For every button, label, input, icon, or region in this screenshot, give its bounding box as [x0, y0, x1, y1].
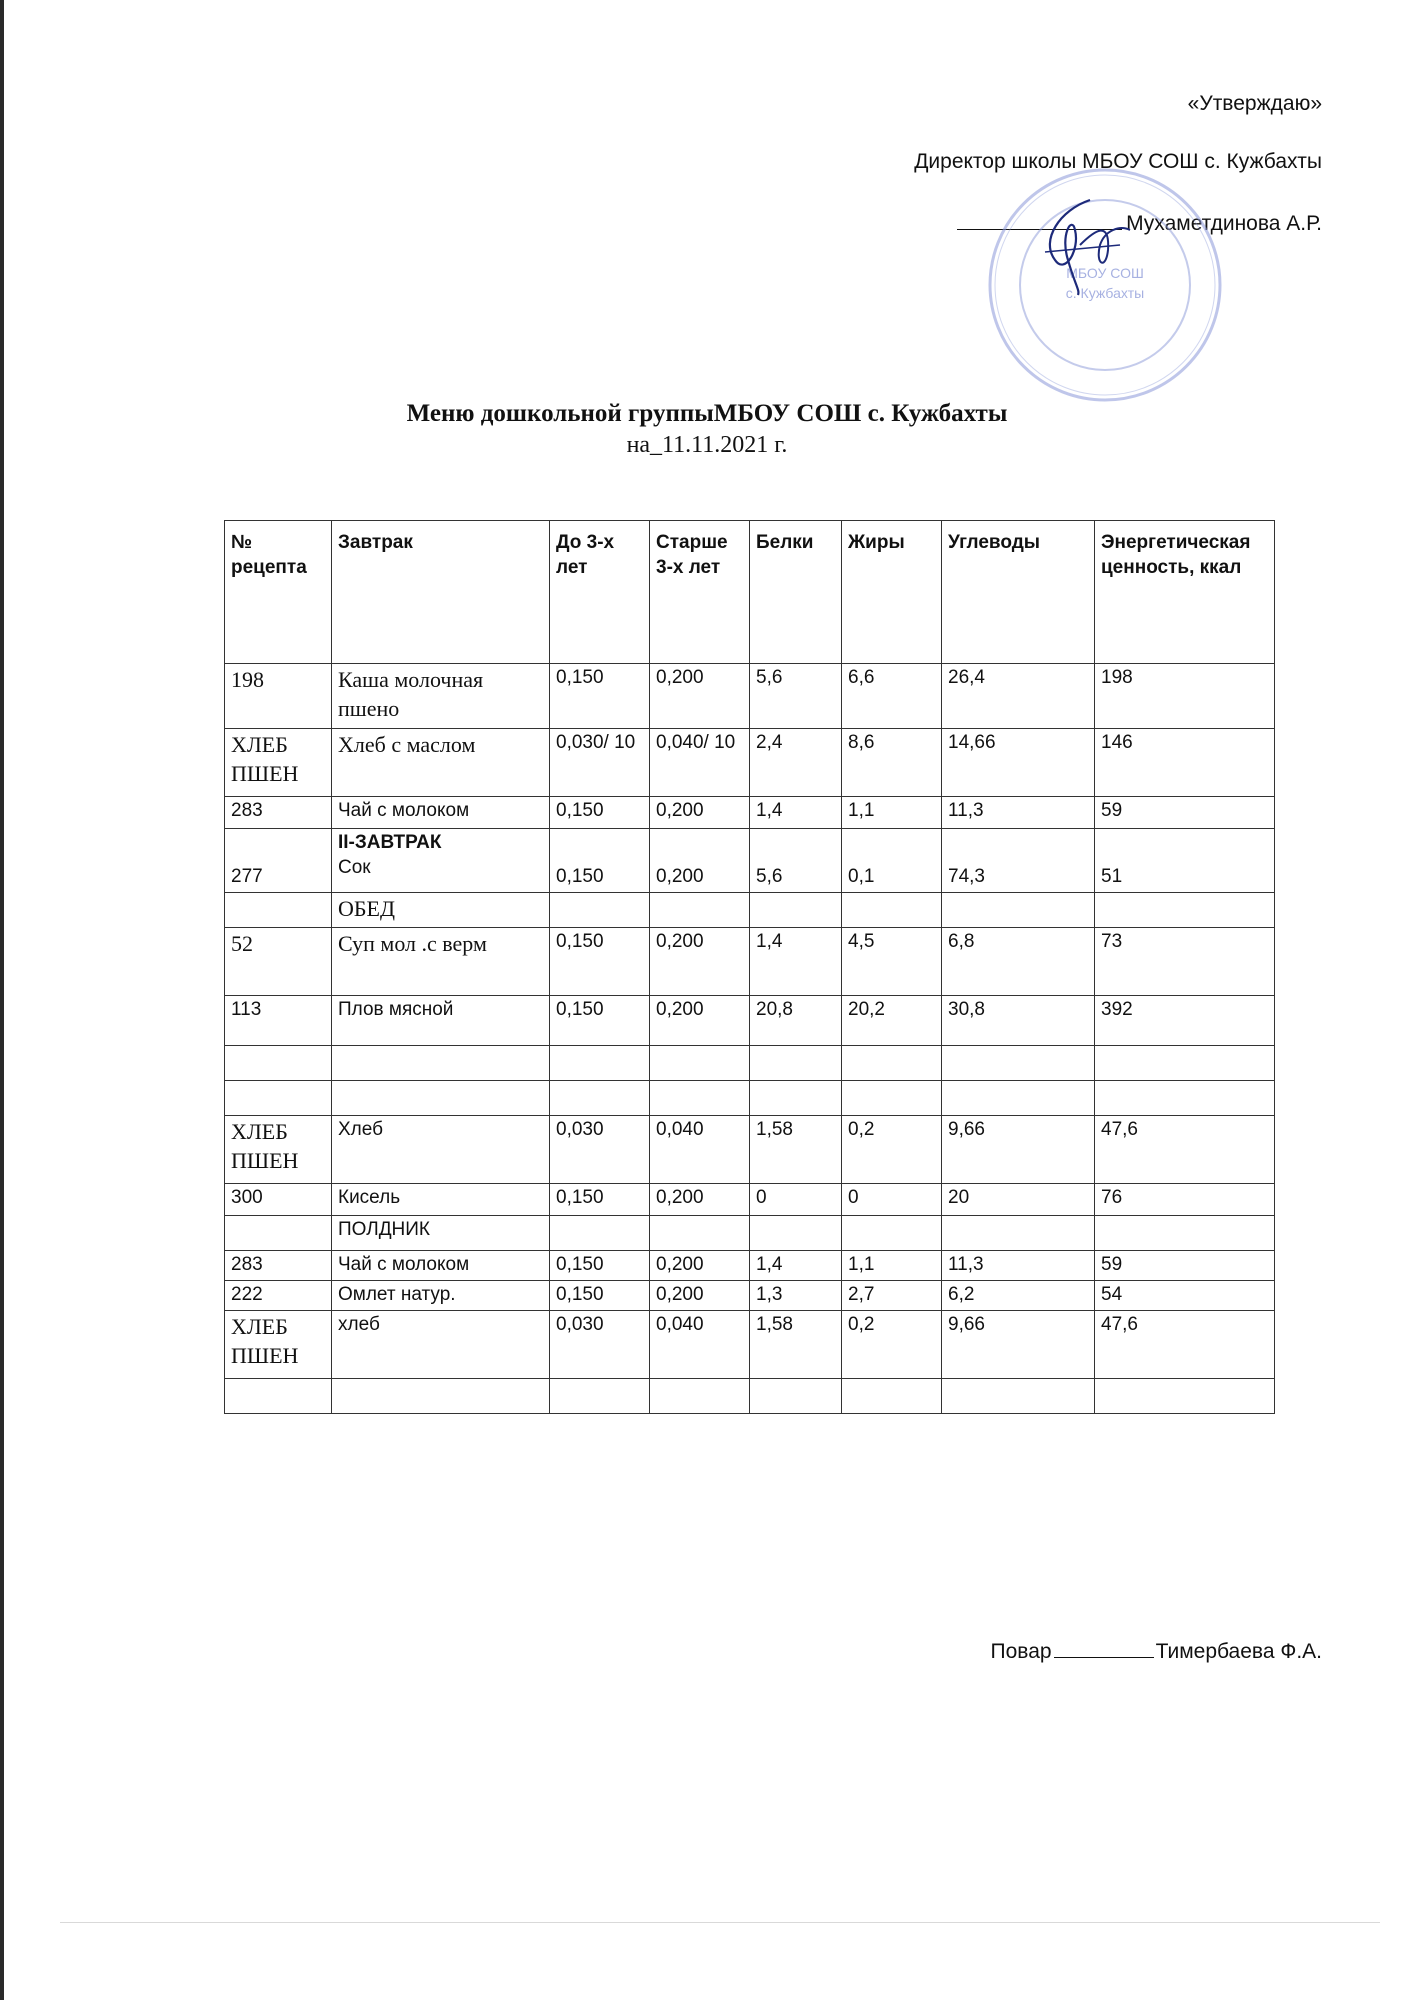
cell-protein: 1,58	[750, 1116, 842, 1184]
table-row	[225, 1281, 1275, 1311]
cell-recipe: ХЛЕБ ПШЕН	[225, 1116, 332, 1184]
empty-cell	[650, 893, 750, 928]
cell-under3: 0,150	[550, 1281, 650, 1311]
cell-under3: 0,150	[550, 1251, 650, 1281]
cell-over3: 0,200	[650, 996, 750, 1046]
cell-dish: Кисель	[332, 1184, 550, 1216]
header-over3: Старше 3-х лет	[650, 521, 750, 664]
table-row	[225, 1311, 1275, 1379]
cell-carbs: 9,66	[942, 1311, 1095, 1379]
cook-signature-line	[991, 1640, 1322, 1664]
cell-over3: 0,200	[650, 1184, 750, 1216]
cell-kcal: 59	[1095, 797, 1275, 829]
table-row	[225, 729, 1275, 797]
cell-kcal: 76	[1095, 1184, 1275, 1216]
cell-dish: Хлеб	[332, 1116, 550, 1184]
table-header-row	[225, 521, 1275, 664]
empty-cell	[750, 893, 842, 928]
empty-cell	[842, 893, 942, 928]
cell-under3: 0,030/ 10	[550, 729, 650, 797]
cell-fat: 20,2	[842, 996, 942, 1046]
cell-under3: 0,150	[550, 664, 650, 729]
menu-date: на_11.11.2021 г.	[626, 432, 788, 458]
cell-dish-section	[332, 829, 550, 893]
empty-cell	[225, 1379, 332, 1414]
scan-edge	[0, 0, 4, 2000]
section-row	[225, 1216, 1275, 1251]
cell-carbs: 11,3	[942, 797, 1095, 829]
cell-dish: Хлеб с маслом	[332, 729, 550, 797]
empty-cell	[1095, 893, 1275, 928]
cell-kcal: 59	[1095, 1251, 1275, 1281]
cell-kcal: 47,6	[1095, 1116, 1275, 1184]
cell-protein: 1,3	[750, 1281, 842, 1311]
empty-cell	[550, 893, 650, 928]
empty-cell	[550, 1046, 650, 1081]
cell-recipe: 283	[225, 1251, 332, 1281]
director-name: Мухаметдинова А.Р.	[1126, 212, 1322, 235]
cell-dish: Суп мол .с верм	[332, 928, 550, 996]
cell-fat: 8,6	[842, 729, 942, 797]
empty-cell	[225, 1046, 332, 1081]
cell-kcal: 47,6	[1095, 1311, 1275, 1379]
empty-cell	[650, 1379, 750, 1414]
cell-over3: 0,200	[650, 797, 750, 829]
cell-protein: 0	[750, 1184, 842, 1216]
table-row	[225, 1116, 1275, 1184]
cell-dish: Омлет натур.	[332, 1281, 550, 1311]
empty-cell	[332, 1081, 550, 1116]
cell-fat: 0	[842, 1184, 942, 1216]
cell-recipe: 300	[225, 1184, 332, 1216]
cell-under3: 0,150	[550, 928, 650, 996]
cell-protein: 1,4	[750, 1251, 842, 1281]
header-carbs: Углеводы	[942, 521, 1095, 664]
empty-row	[225, 1379, 1275, 1414]
cell-kcal: 54	[1095, 1281, 1275, 1311]
cell-fat: 1,1	[842, 797, 942, 829]
table-row	[225, 664, 1275, 729]
empty-cell	[842, 1216, 942, 1251]
cell-fat: 0,2	[842, 1116, 942, 1184]
cell-recipe: ХЛЕБ ПШЕН	[225, 729, 332, 797]
cell-protein: 1,4	[750, 797, 842, 829]
header-recipe: № рецепта	[225, 521, 332, 664]
table-row	[225, 1184, 1275, 1216]
section-row	[225, 893, 1275, 928]
cell-dish: Сок	[338, 856, 371, 878]
cell-recipe: 198	[225, 664, 332, 729]
empty-cell	[225, 1081, 332, 1116]
table-row	[225, 996, 1275, 1046]
cell-dish: Чай с молоком	[332, 797, 550, 829]
cell-under3: 0,150	[550, 829, 650, 893]
cell-carbs: 30,8	[942, 996, 1095, 1046]
cell-fat: 1,1	[842, 1251, 942, 1281]
header-kcal: Энергетическая ценность, ккал	[1095, 521, 1275, 664]
cook-name: Тимербаева Ф.А.	[1155, 1640, 1322, 1663]
empty-cell	[842, 1379, 942, 1414]
cell-over3: 0,200	[650, 664, 750, 729]
cell-recipe: 52	[225, 928, 332, 996]
cell-fat: 0,2	[842, 1311, 942, 1379]
header-protein: Белки	[750, 521, 842, 664]
cell-fat: 6,6	[842, 664, 942, 729]
cell-carbs: 14,66	[942, 729, 1095, 797]
header-dish: Завтрак	[332, 521, 550, 664]
cell-protein: 5,6	[750, 829, 842, 893]
cell-under3: 0,150	[550, 1184, 650, 1216]
cook-label: Повар	[990, 1640, 1052, 1663]
cell-over3: 0,200	[650, 1251, 750, 1281]
cell-kcal: 392	[1095, 996, 1275, 1046]
cell-kcal: 198	[1095, 664, 1275, 729]
empty-cell	[750, 1216, 842, 1251]
empty-cell	[225, 1216, 332, 1251]
cell-kcal: 51	[1095, 829, 1275, 893]
empty-cell	[650, 1216, 750, 1251]
empty-cell	[650, 1046, 750, 1081]
empty-cell	[750, 1081, 842, 1116]
table-row	[225, 829, 1275, 893]
cell-fat: 2,7	[842, 1281, 942, 1311]
section-label-lunch: ОБЕД	[332, 893, 550, 928]
cell-carbs: 74,3	[942, 829, 1095, 893]
table-row	[225, 928, 1275, 996]
empty-cell	[225, 893, 332, 928]
cell-fat: 4,5	[842, 928, 942, 996]
cell-dish: Чай с молоком	[332, 1251, 550, 1281]
svg-text:с. Кужбахты: с. Кужбахты	[1065, 285, 1145, 301]
cell-under3: 0,030	[550, 1116, 650, 1184]
cell-fat: 0,1	[842, 829, 942, 893]
page-title: Меню дошкольной группыМБОУ СОШ с. Кужбахты	[406, 400, 1008, 427]
cell-under3: 0,030	[550, 1311, 650, 1379]
empty-cell	[550, 1379, 650, 1414]
cell-protein: 5,6	[750, 664, 842, 729]
scan-edge-bottom	[60, 1922, 1380, 1923]
empty-cell	[942, 893, 1095, 928]
cell-kcal: 146	[1095, 729, 1275, 797]
cell-carbs: 26,4	[942, 664, 1095, 729]
empty-cell	[1095, 1216, 1275, 1251]
empty-cell	[650, 1081, 750, 1116]
cell-over3: 0,200	[650, 1281, 750, 1311]
cell-recipe: 222	[225, 1281, 332, 1311]
empty-cell	[942, 1081, 1095, 1116]
cell-over3: 0,040/ 10	[650, 729, 750, 797]
empty-cell	[1095, 1379, 1275, 1414]
director-signature	[1020, 190, 1140, 300]
approve-label: «Утверждаю»	[1187, 92, 1322, 115]
table-row	[225, 1251, 1275, 1281]
empty-cell	[750, 1046, 842, 1081]
cell-recipe: 283	[225, 797, 332, 829]
cell-dish: Каша молочная пшено	[332, 664, 550, 729]
cell-dish: Плов мясной	[332, 996, 550, 1046]
table-row	[225, 797, 1275, 829]
cell-kcal: 73	[1095, 928, 1275, 996]
cook-underline	[1054, 1641, 1154, 1658]
cell-under3: 0,150	[550, 797, 650, 829]
cell-over3: 0,200	[650, 829, 750, 893]
cell-protein: 1,4	[750, 928, 842, 996]
empty-cell	[332, 1379, 550, 1414]
cell-protein: 20,8	[750, 996, 842, 1046]
cell-protein: 1,58	[750, 1311, 842, 1379]
empty-cell	[332, 1046, 550, 1081]
empty-cell	[550, 1081, 650, 1116]
empty-cell	[942, 1379, 1095, 1414]
cell-carbs: 11,3	[942, 1251, 1095, 1281]
cell-over3: 0,040	[650, 1311, 750, 1379]
menu-table	[224, 520, 1275, 1414]
empty-row	[225, 1046, 1275, 1081]
header-under3: До 3-х лет	[550, 521, 650, 664]
cell-recipe: ХЛЕБ ПШЕН	[225, 1311, 332, 1379]
empty-cell	[1095, 1046, 1275, 1081]
director-line: Директор школы МБОУ СОШ с. Кужбахты	[914, 150, 1322, 173]
cell-carbs: 9,66	[942, 1116, 1095, 1184]
empty-cell	[750, 1379, 842, 1414]
empty-cell	[550, 1216, 650, 1251]
svg-text:МБОУ СОШ: МБОУ СОШ	[1066, 265, 1144, 281]
cell-recipe: 113	[225, 996, 332, 1046]
header-fat: Жиры	[842, 521, 942, 664]
cell-protein: 2,4	[750, 729, 842, 797]
empty-cell	[942, 1216, 1095, 1251]
empty-cell	[842, 1046, 942, 1081]
cell-dish: хлеб	[332, 1311, 550, 1379]
cell-carbs: 6,8	[942, 928, 1095, 996]
cell-over3: 0,200	[650, 928, 750, 996]
cell-recipe: 277	[225, 829, 332, 893]
empty-row	[225, 1081, 1275, 1116]
empty-cell	[842, 1081, 942, 1116]
empty-cell	[942, 1046, 1095, 1081]
cell-under3: 0,150	[550, 996, 650, 1046]
section-label-second-breakfast: II-ЗАВТРАК	[338, 832, 442, 853]
empty-cell	[1095, 1081, 1275, 1116]
cell-over3: 0,040	[650, 1116, 750, 1184]
cell-carbs: 20	[942, 1184, 1095, 1216]
section-label-afternoon-snack: ПОЛДНИК	[332, 1216, 550, 1251]
cell-carbs: 6,2	[942, 1281, 1095, 1311]
